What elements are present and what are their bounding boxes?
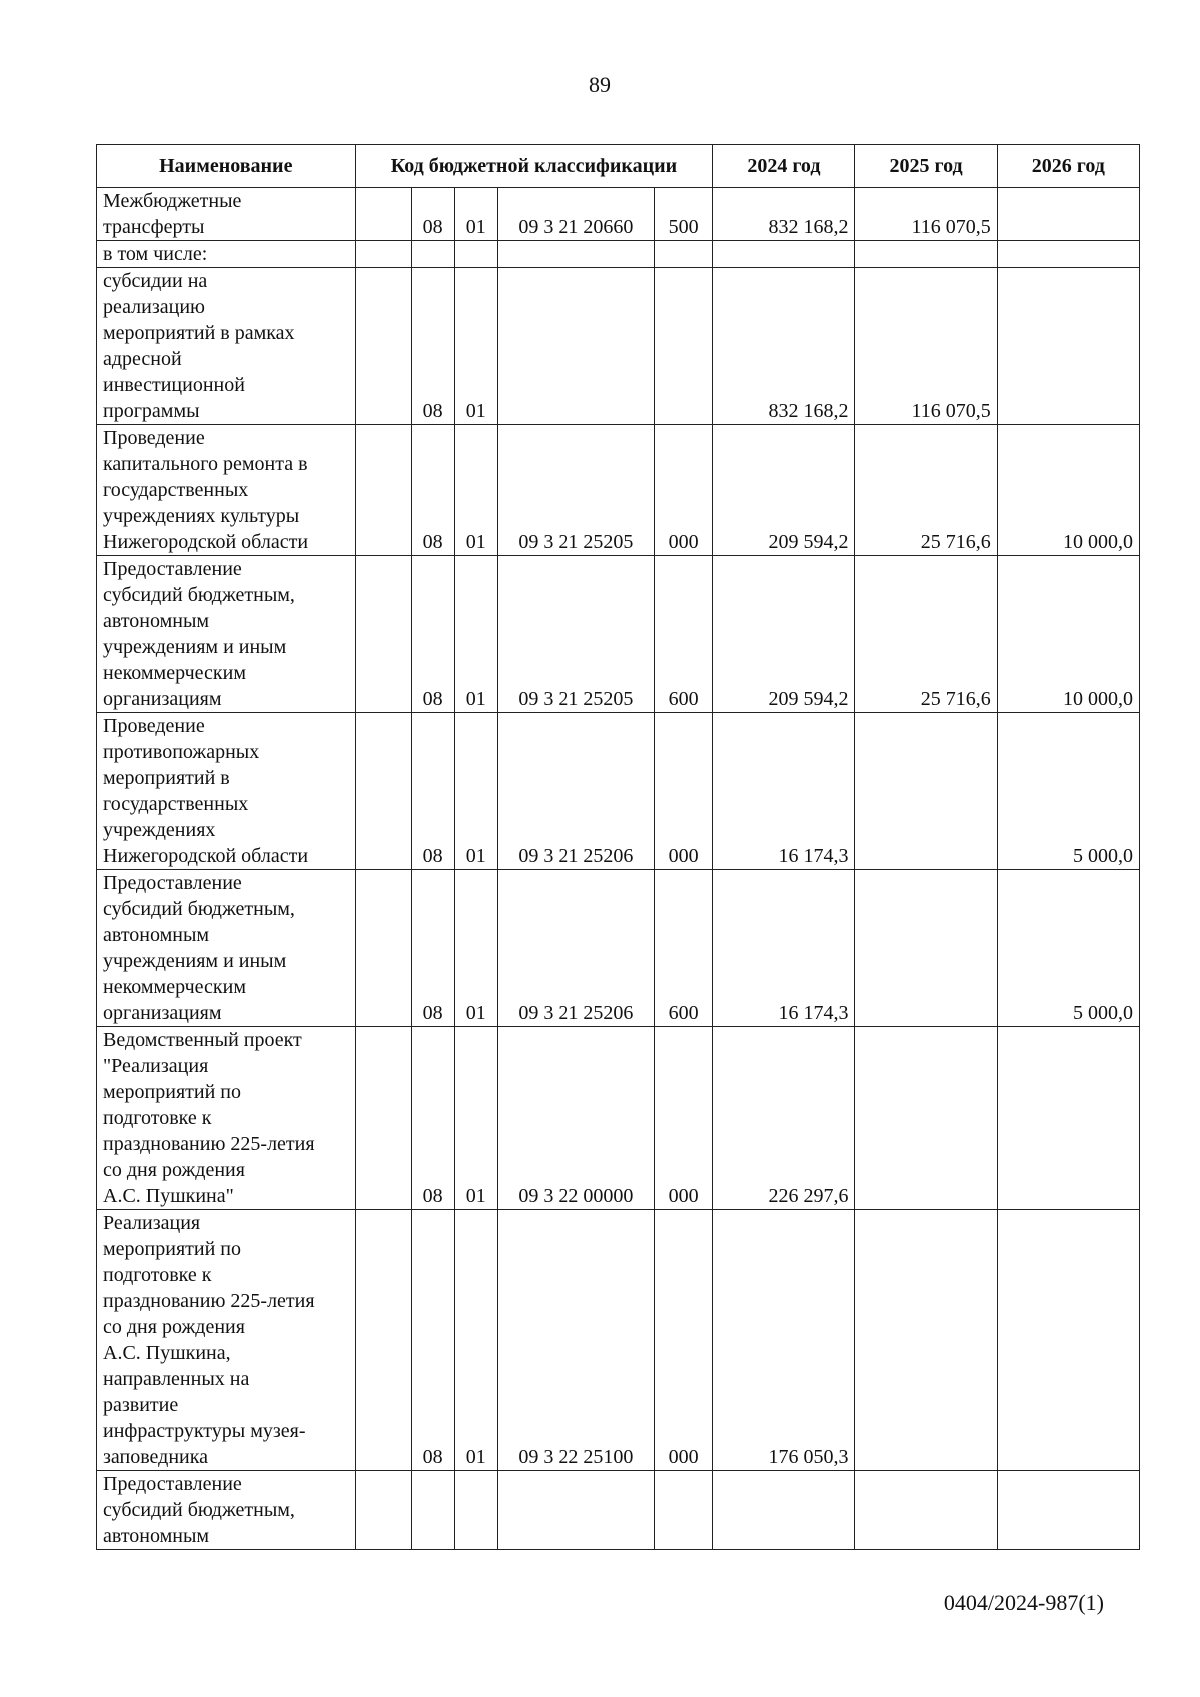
code-expense-type: 000	[655, 425, 713, 556]
code-expense-type: 000	[655, 1210, 713, 1471]
code-chapter: 08	[411, 425, 454, 556]
row-name-text: Предоставление субсидий бюджетным, автономным учреждениям и иным некоммерческим организациям	[103, 558, 295, 710]
row-name	[97, 1210, 356, 1471]
value-2026: 5 000,0	[997, 713, 1139, 870]
row-name-text: субсидии на реализацию мероприятий в рамках адресной инвестиционной программы	[103, 270, 295, 422]
row-name-text: Предоставление субсидий бюджетным, автономным	[103, 1473, 295, 1547]
value-2026	[997, 1210, 1139, 1471]
value-2026	[997, 268, 1139, 425]
row-name-text: в том числе:	[103, 243, 208, 265]
value-2024: 832 168,2	[713, 188, 855, 241]
table-row	[97, 713, 1140, 870]
table-row	[97, 188, 1140, 241]
code-section	[355, 1471, 411, 1550]
code-chapter: 08	[411, 556, 454, 713]
row-name-text: Межбюджетные трансферты	[103, 190, 242, 238]
document-code: 0404/2024-987(1)	[943, 1590, 1104, 1615]
code-subchapter: 01	[454, 1210, 497, 1471]
row-name-text: Проведение противопожарных мероприятий в государственных учреждениях Нижегородской области	[103, 715, 309, 867]
code-section	[355, 870, 411, 1027]
code-section	[355, 425, 411, 556]
row-name	[97, 1471, 356, 1550]
value-2024: 176 050,3	[713, 1210, 855, 1471]
code-target: 09 3 21 25206	[497, 870, 654, 1027]
value-2026: 5 000,0	[997, 870, 1139, 1027]
value-2026: 10 000,0	[997, 556, 1139, 713]
code-chapter	[411, 241, 454, 268]
code-subchapter: 01	[454, 268, 497, 425]
code-target: 09 3 21 25205	[497, 425, 654, 556]
row-name	[97, 1027, 356, 1210]
code-subchapter: 01	[454, 713, 497, 870]
code-section	[355, 1210, 411, 1471]
code-expense-type: 500	[655, 188, 713, 241]
table-row	[97, 1027, 1140, 1210]
table-row	[97, 1471, 1140, 1550]
value-2024: 16 174,3	[713, 713, 855, 870]
header-2026: 2026 год	[997, 145, 1139, 188]
table-row	[97, 1210, 1140, 1471]
code-target: 09 3 22 25100	[497, 1210, 654, 1471]
row-name	[97, 425, 356, 556]
value-2025	[855, 713, 997, 870]
table-row	[97, 556, 1140, 713]
code-expense-type: 000	[655, 713, 713, 870]
code-subchapter	[454, 241, 497, 268]
code-chapter: 08	[411, 713, 454, 870]
value-2026	[997, 188, 1139, 241]
code-section	[355, 241, 411, 268]
table-row	[97, 425, 1140, 556]
code-section	[355, 713, 411, 870]
row-name	[97, 188, 356, 241]
row-name	[97, 241, 356, 268]
table-row	[97, 268, 1140, 425]
code-target: 09 3 21 25205	[497, 556, 654, 713]
code-target: 09 3 22 00000	[497, 1027, 654, 1210]
code-chapter: 08	[411, 870, 454, 1027]
code-subchapter: 01	[454, 556, 497, 713]
value-2024: 226 297,6	[713, 1027, 855, 1210]
code-chapter: 08	[411, 188, 454, 241]
table-body	[97, 188, 1140, 1550]
value-2026	[997, 1027, 1139, 1210]
header-name: Наименование	[97, 145, 356, 188]
code-chapter: 08	[411, 1210, 454, 1471]
code-expense-type	[655, 268, 713, 425]
row-name	[97, 870, 356, 1027]
table-header-row	[97, 145, 1140, 188]
code-section	[355, 268, 411, 425]
table-row	[97, 870, 1140, 1027]
row-name	[97, 713, 356, 870]
code-expense-type	[655, 1471, 713, 1550]
header-2025: 2025 год	[855, 145, 997, 188]
code-target: 09 3 21 20660	[497, 188, 654, 241]
value-2026: 10 000,0	[997, 425, 1139, 556]
value-2024: 209 594,2	[713, 556, 855, 713]
value-2025: 25 716,6	[855, 556, 997, 713]
value-2024: 16 174,3	[713, 870, 855, 1027]
code-section	[355, 1027, 411, 1210]
value-2026	[997, 241, 1139, 268]
budget-table	[96, 144, 1140, 1550]
value-2025	[855, 870, 997, 1027]
value-2024: 209 594,2	[713, 425, 855, 556]
value-2025: 116 070,5	[855, 268, 997, 425]
value-2025	[855, 1027, 997, 1210]
code-expense-type: 000	[655, 1027, 713, 1210]
value-2024	[713, 1471, 855, 1550]
code-subchapter: 01	[454, 1027, 497, 1210]
value-2025: 25 716,6	[855, 425, 997, 556]
code-expense-type: 600	[655, 556, 713, 713]
code-chapter	[411, 1471, 454, 1550]
code-target	[497, 1471, 654, 1550]
row-name-text: Предоставление субсидий бюджетным, автономным учреждениям и иным некоммерческим организациям	[103, 872, 295, 1024]
code-expense-type: 600	[655, 870, 713, 1027]
code-subchapter	[454, 1471, 497, 1550]
header-code: Код бюджетной классификации	[355, 145, 713, 188]
value-2025	[855, 241, 997, 268]
code-subchapter: 01	[454, 188, 497, 241]
value-2026	[997, 1471, 1139, 1550]
row-name-text: Реализация мероприятий по подготовке к празднованию 225-летия со дня рождения А.С. Пушкина, направленных на развитие инфраструктуры музея- заповедника	[103, 1212, 315, 1468]
header-2024: 2024 год	[713, 145, 855, 188]
value-2024	[713, 241, 855, 268]
page-number: 89	[589, 72, 611, 97]
code-section	[355, 556, 411, 713]
code-chapter: 08	[411, 268, 454, 425]
value-2025: 116 070,5	[855, 188, 997, 241]
table-row	[97, 241, 1140, 268]
code-target	[497, 268, 654, 425]
code-chapter: 08	[411, 1027, 454, 1210]
row-name-text: Ведомственный проект "Реализация мероприятий по подготовке к празднованию 225-летия со дня рождения А.С. Пушкина"	[103, 1029, 315, 1207]
code-target: 09 3 21 25206	[497, 713, 654, 870]
row-name	[97, 556, 356, 713]
row-name-text: Проведение капитального ремонта в государственных учреждениях культуры Нижегородской области	[103, 427, 309, 553]
code-target	[497, 241, 654, 268]
code-section	[355, 188, 411, 241]
code-subchapter: 01	[454, 870, 497, 1027]
value-2024: 832 168,2	[713, 268, 855, 425]
code-expense-type	[655, 241, 713, 268]
value-2025	[855, 1471, 997, 1550]
code-subchapter: 01	[454, 425, 497, 556]
value-2025	[855, 1210, 997, 1471]
row-name	[97, 268, 356, 425]
